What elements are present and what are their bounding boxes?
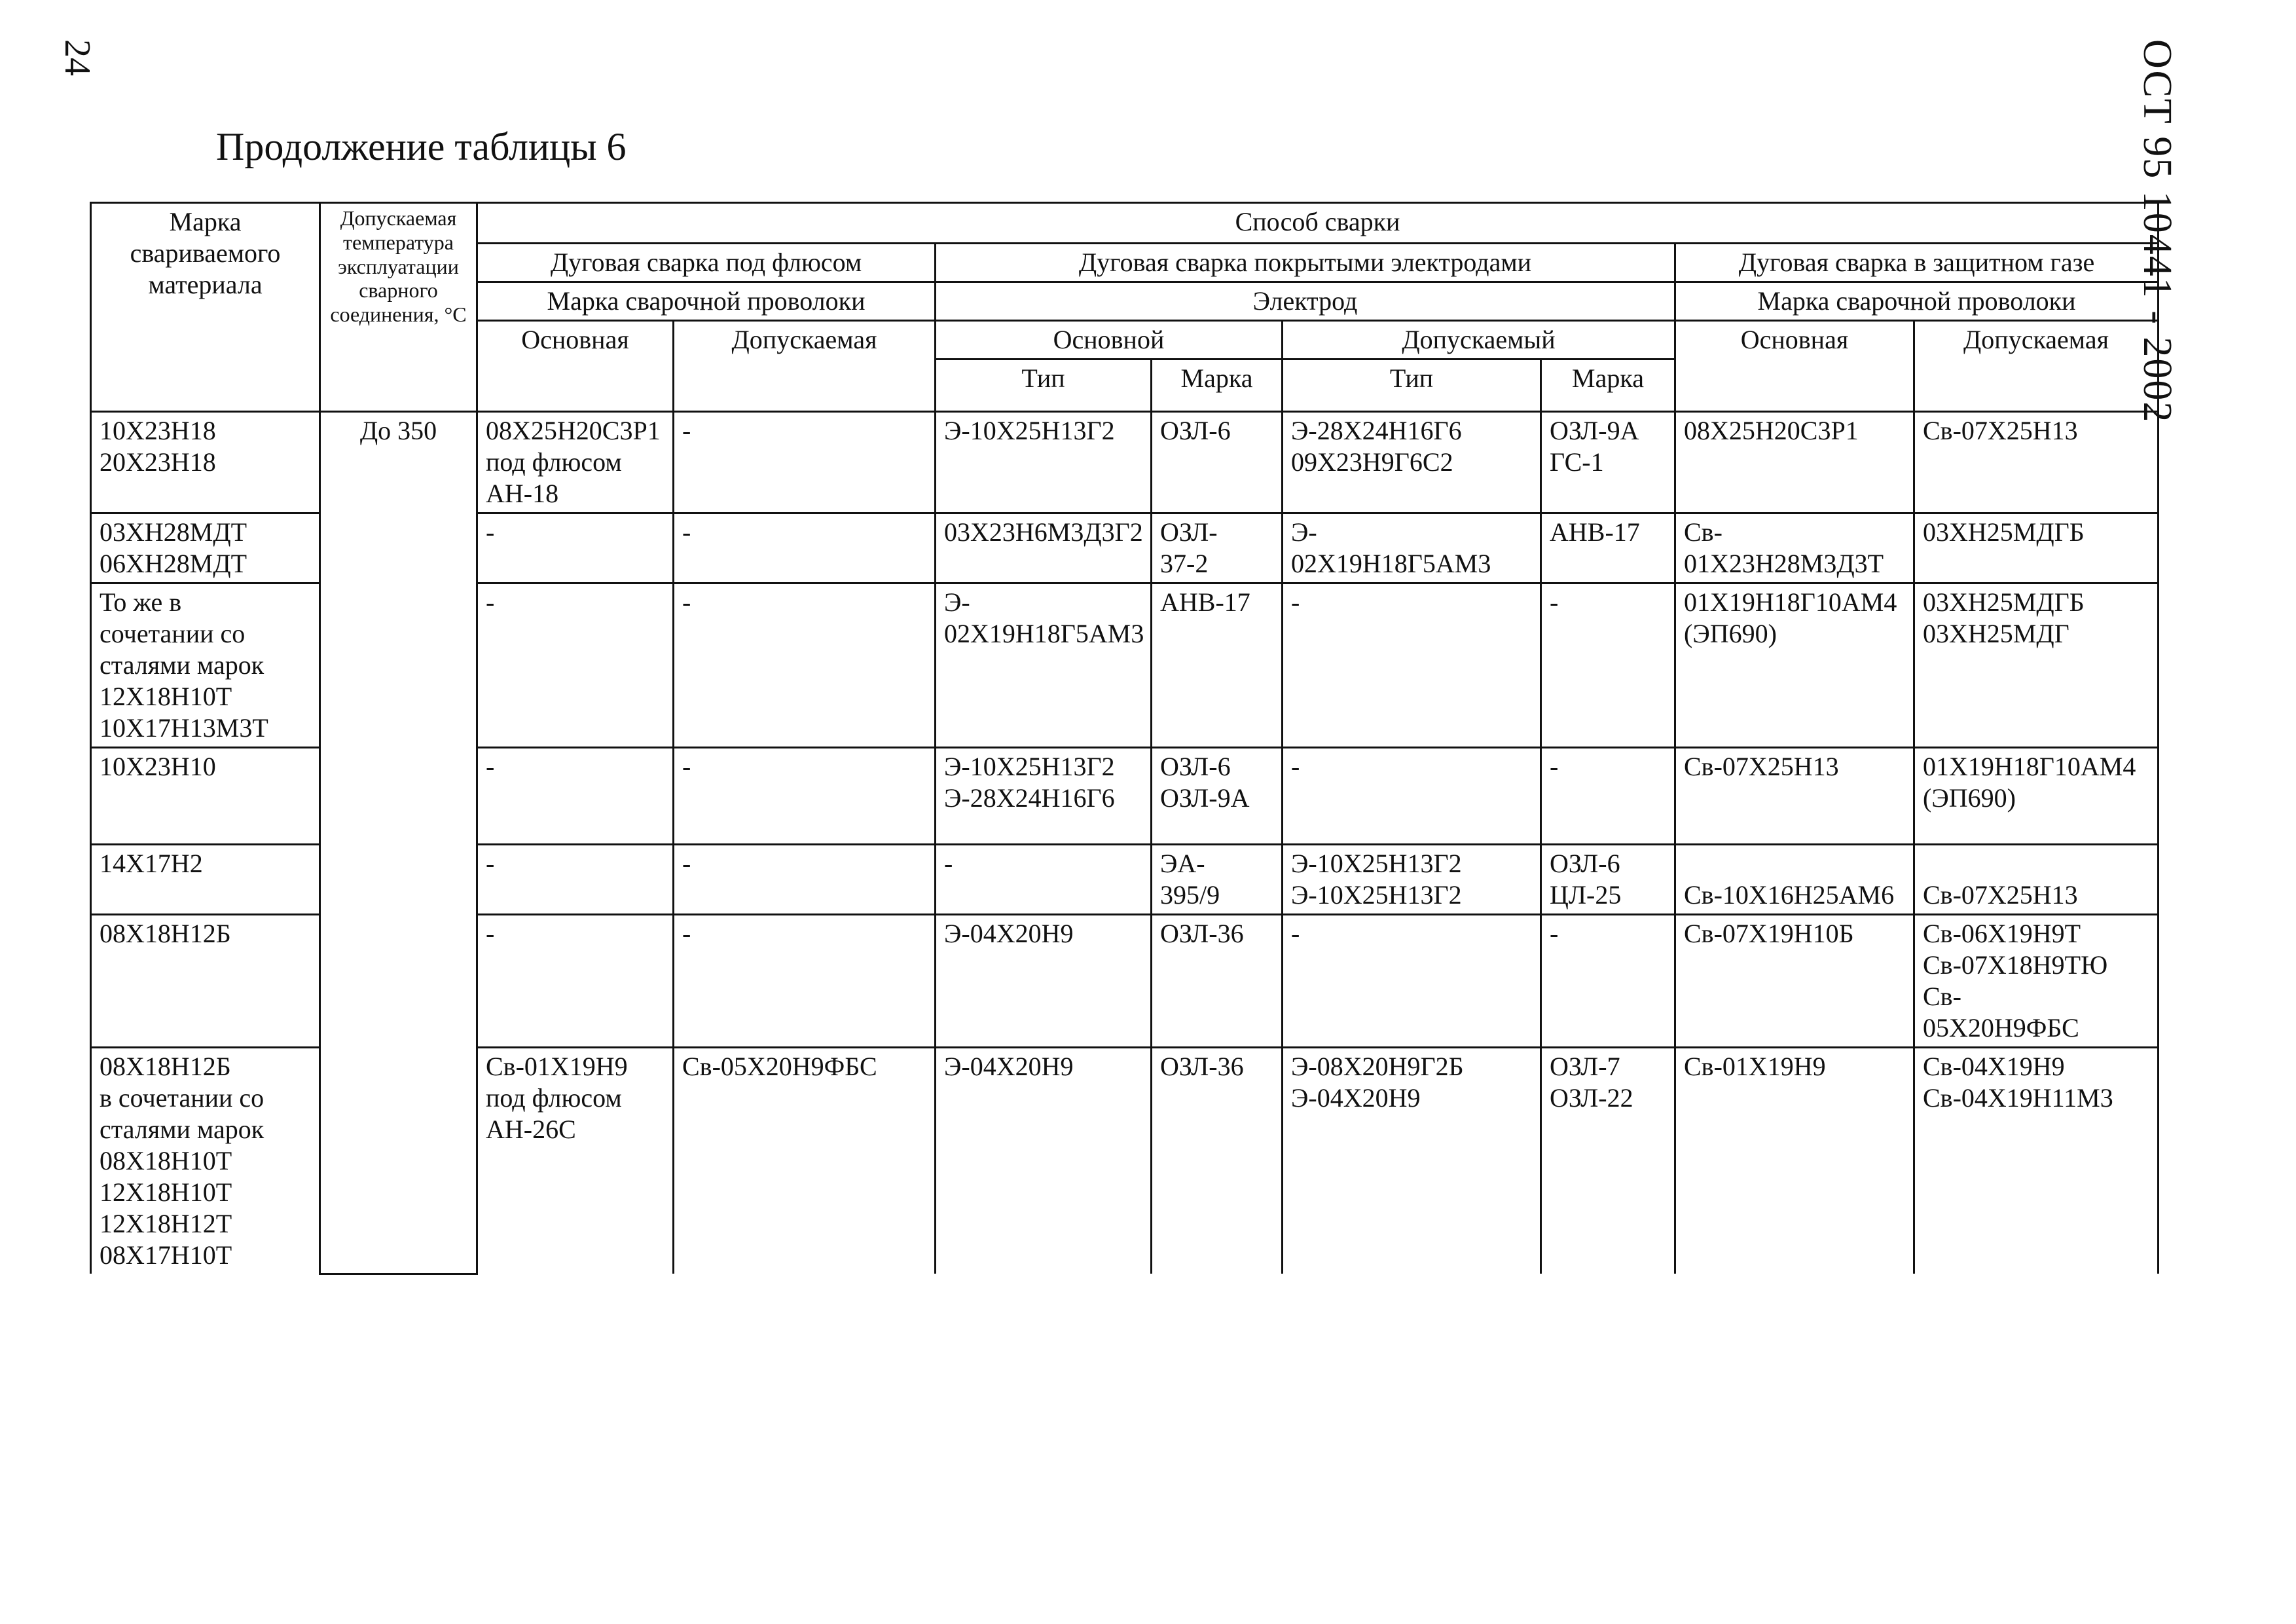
header-brand-allowed: Марка [1541, 360, 1675, 412]
electrode-primary-brand-cell: ОЗЛ-36 [1152, 915, 1283, 1048]
header-material: Марка свариваемого материала [91, 203, 320, 412]
gas-primary-wire-cell: 08Х25Н20С3Р1 [1675, 412, 1914, 513]
electrode-allowed-type-cell: Э- 02Х19Н18Г5АМ3 [1283, 513, 1541, 583]
electrode-primary-brand-cell: АНВ-17 [1152, 583, 1283, 748]
material-cell: 10Х23Н18 20Х23Н18 [91, 412, 320, 513]
electrode-primary-type-cell: Э-10Х25Н13Г2 [936, 412, 1152, 513]
electrode-primary-type-cell: Э-04Х20Н9 [936, 915, 1152, 1048]
header-electrode-allowed: Допускаемый [1283, 321, 1675, 360]
electrode-allowed-brand-cell: - [1541, 748, 1675, 845]
electrode-allowed-brand-cell: ОЗЛ-7 ОЗЛ-22 [1541, 1048, 1675, 1274]
electrode-primary-type-cell: Э-10Х25Н13Г2 Э-28Х24Н16Г6 [936, 748, 1152, 845]
electrode-allowed-type-cell: Э-08Х20Н9Г2Б Э-04Х20Н9 [1283, 1048, 1541, 1274]
header-submerged-arc: Дуговая сварка под флюсом [477, 244, 936, 282]
header-welding-method: Способ сварки [477, 203, 2159, 244]
header-type-allowed: Тип [1283, 360, 1541, 412]
electrode-primary-brand-cell: ОЗЛ-6 ОЗЛ-9А [1152, 748, 1283, 845]
material-cell: 08Х18Н12Б в сочетании со сталями марок 08Х18Н10Т 12Х18Н10Т 12Х18Н12Т 08Х17Н10Т [91, 1048, 320, 1274]
submerged-allowed-wire-cell: - [674, 915, 936, 1048]
submerged-primary-wire-cell: - [477, 583, 674, 748]
submerged-primary-wire-cell: - [477, 915, 674, 1048]
electrode-primary-brand-cell: ЭА- 395/9 [1152, 845, 1283, 915]
document-code: ОСТ 95 10441 - 2002 [2135, 39, 2179, 424]
submerged-primary-wire-cell: - [477, 513, 674, 583]
submerged-allowed-wire-cell: - [674, 748, 936, 845]
electrode-primary-brand-cell: ОЗЛ- 37-2 [1152, 513, 1283, 583]
electrode-allowed-brand-cell: АНВ-17 [1541, 513, 1675, 583]
submerged-primary-wire-cell: - [477, 845, 674, 915]
header-sub-allowed: Допускаемая [674, 321, 936, 412]
gas-allowed-wire-cell: 03ХН25МДГБ [1914, 513, 2159, 583]
table-title: Продолжение таблицы 6 [216, 125, 627, 168]
material-cell: 08Х18Н12Б [91, 915, 320, 1048]
electrode-allowed-type-cell: - [1283, 583, 1541, 748]
electrode-allowed-brand-cell: ОЗЛ-6 ЦЛ-25 [1541, 845, 1675, 915]
electrode-allowed-type-cell: Э-28Х24Н16Г6 09Х23Н9Г6С2 [1283, 412, 1541, 513]
electrode-primary-type-cell: - [936, 845, 1152, 915]
header-sub-primary: Основная [477, 321, 674, 412]
header-wire-brand-gas: Марка сварочной проволоки [1675, 282, 2159, 321]
gas-allowed-wire-cell: 01Х19Н18Г10АМ4 (ЭП690) [1914, 748, 2159, 845]
header-type-primary: Тип [936, 360, 1152, 412]
electrode-allowed-brand-cell: ОЗЛ-9А ГС-1 [1541, 412, 1675, 513]
electrode-allowed-type-cell: Э-10Х25Н13Г2 Э-10Х25Н13Г2 [1283, 845, 1541, 915]
table-body [91, 412, 2159, 1274]
electrode-allowed-brand-cell: - [1541, 583, 1675, 748]
gas-primary-wire-cell: Св-01Х19Н9 [1675, 1048, 1914, 1274]
temperature-cell: До 350 [320, 412, 477, 1274]
gas-primary-wire-cell: Св-07Х19Н10Б [1675, 915, 1914, 1048]
submerged-allowed-wire-cell: - [674, 412, 936, 513]
material-cell: 03ХН28МДТ 06ХН28МДТ [91, 513, 320, 583]
submerged-allowed-wire-cell: - [674, 845, 936, 915]
submerged-primary-wire-cell: 08Х25Н20С3Р1 под флюсом АН-18 [477, 412, 674, 513]
submerged-allowed-wire-cell: Св-05Х20Н9ФБС [674, 1048, 936, 1274]
header-temperature: Допускаемая температура эксплуатации сварного соединения, °С [320, 203, 477, 412]
header-gas-shielded: Дуговая сварка в защитном газе [1675, 244, 2159, 282]
gas-allowed-wire-cell: Св-04Х19Н9 Св-04Х19Н11М3 [1914, 1048, 2159, 1274]
gas-allowed-wire-cell: 03ХН25МДГБ 03ХН25МДГ [1914, 583, 2159, 748]
gas-primary-wire-cell: 01Х19Н18Г10АМ4 (ЭП690) [1675, 583, 1914, 748]
header-brand-primary: Марка [1152, 360, 1283, 412]
header-wire-brand: Марка сварочной проволоки [477, 282, 936, 321]
submerged-primary-wire-cell: - [477, 748, 674, 845]
page-number: 24 [57, 39, 98, 76]
electrode-allowed-type-cell: - [1283, 748, 1541, 845]
submerged-primary-wire-cell: Св-01Х19Н9 под флюсом АН-26С [477, 1048, 674, 1274]
header-electrode: Электрод [936, 282, 1675, 321]
electrode-primary-type-cell: Э-04Х20Н9 [936, 1048, 1152, 1274]
material-cell: 10Х23Н10 [91, 748, 320, 845]
electrode-primary-type-cell: Э- 02Х19Н18Г5АМ3 [936, 583, 1152, 748]
submerged-allowed-wire-cell: - [674, 513, 936, 583]
material-cell: То же в сочетании со сталями марок 12Х18Н10Т 10Х17Н13М3Т [91, 583, 320, 748]
gas-primary-wire-cell: Св- 01Х23Н28М3Д3Т [1675, 513, 1914, 583]
table-row [91, 412, 2159, 513]
electrode-primary-type-cell: 03Х23Н6М3Д3Г2 [936, 513, 1152, 583]
electrode-primary-brand-cell: ОЗЛ-36 [1152, 1048, 1283, 1274]
welding-table [90, 202, 2159, 1275]
electrode-allowed-type-cell: - [1283, 915, 1541, 1048]
gas-primary-wire-cell: Св-07Х25Н13 [1675, 748, 1914, 845]
gas-allowed-wire-cell: Св-07Х25Н13 [1914, 412, 2159, 513]
material-cell: 14Х17Н2 [91, 845, 320, 915]
gas-allowed-wire-cell: Св-06Х19Н9Т Св-07Х18Н9ТЮ Св- 05Х20Н9ФБС [1914, 915, 2159, 1048]
header-coated-electrodes: Дуговая сварка покрытыми электродами [936, 244, 1675, 282]
submerged-allowed-wire-cell: - [674, 583, 936, 748]
header-electrode-primary: Основной [936, 321, 1283, 360]
header-gas-primary: Основная [1675, 321, 1914, 412]
electrode-allowed-brand-cell: - [1541, 915, 1675, 1048]
electrode-primary-brand-cell: ОЗЛ-6 [1152, 412, 1283, 513]
header-gas-allowed: Допускаемая [1914, 321, 2159, 412]
gas-primary-wire-cell: Св-10Х16Н25АМ6 [1675, 845, 1914, 915]
gas-allowed-wire-cell: Св-07Х25Н13 [1914, 845, 2159, 915]
